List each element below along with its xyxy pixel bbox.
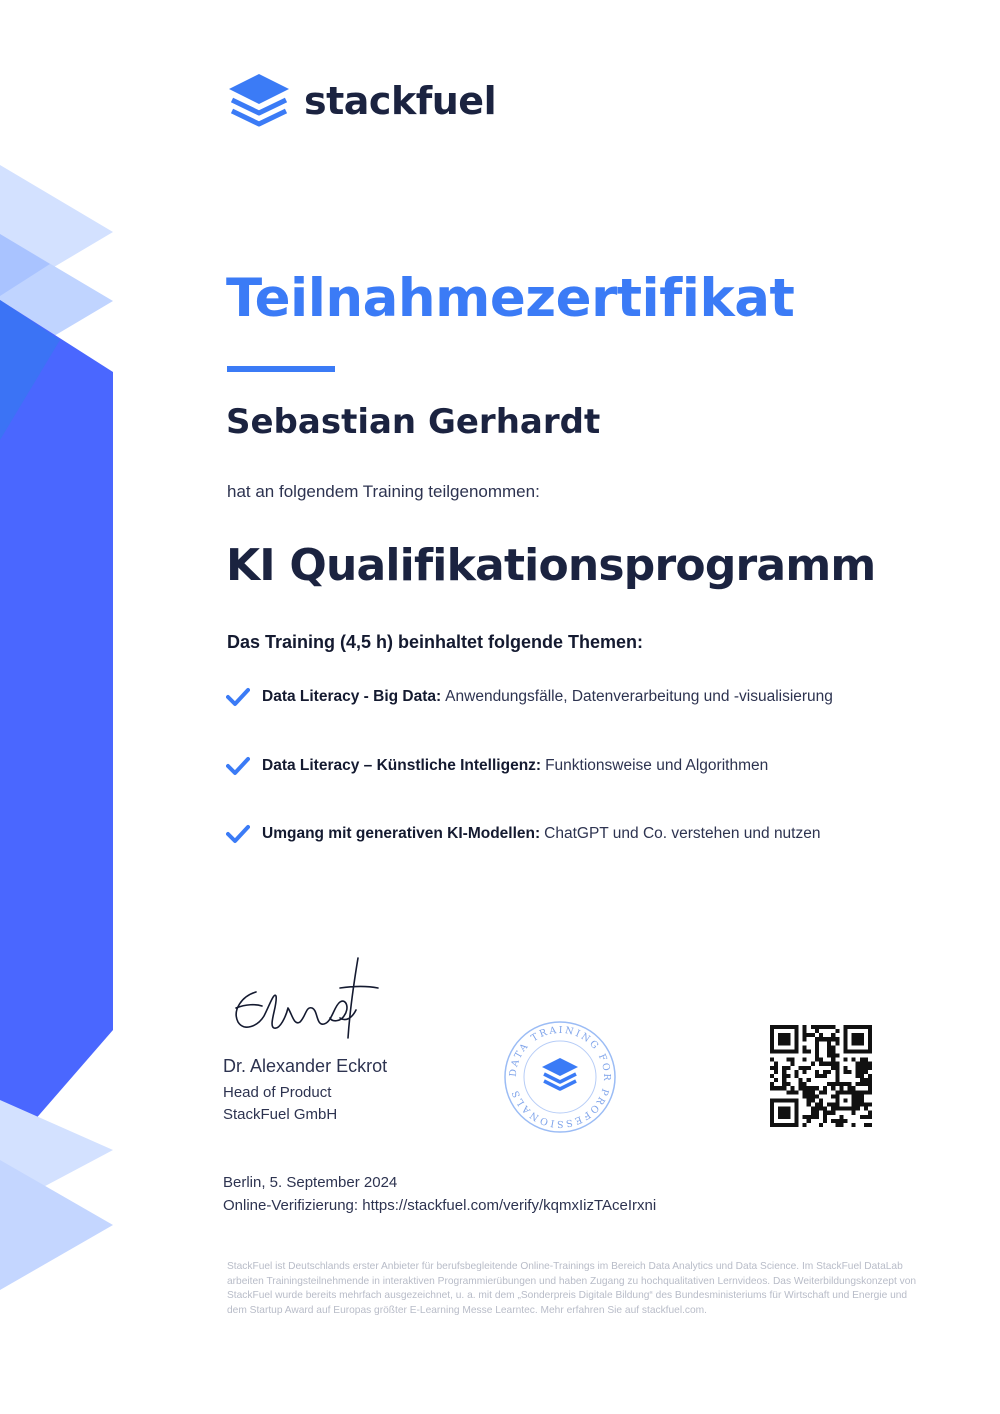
seal-text: DATA TRAINING FOR PROFESSIONALS — [507, 1024, 613, 1130]
checkmark-icon — [226, 687, 250, 707]
qr-code[interactable] — [770, 1025, 872, 1127]
quality-seal — [503, 1020, 617, 1134]
stack-layers-icon — [226, 72, 292, 130]
topic-item — [226, 756, 768, 776]
topic-label: Data Literacy – Künstliche Intelligenz: — [262, 757, 542, 774]
topic-item — [226, 687, 833, 707]
program-name: KI Qualifikationsprogramm — [226, 540, 876, 591]
checkmark-icon — [226, 824, 250, 844]
certificate-title: Teilnahmezertifikat — [226, 268, 795, 329]
signatory-name: Dr. Alexander Eckrot — [223, 1056, 388, 1076]
handwritten-signature — [222, 952, 382, 1047]
topic-description: ChatGPT und Co. verstehen und nutzen — [544, 825, 821, 842]
footer-about-text: StackFuel ist Deutschlands erster Anbieter für berufsbegleitende Online-Trainings im Bereich Data Analytics und Data Science. Im StackFuel DataLab arbeiten Trainingsteilnehmende in interaktiven Programmierübungen und haben Zugang zu hochqualitativen Lernvideos. Das Weiterbildungskonzept von StackFuel wurde bereits mehrfach ausgezeichnet, u. a. mit dem „Sonderpreis Digitale Bildung“ des Bundesministeriums für Wirtschaft und Energie und dem Startup Award auf Europas größter E-Learning Messe Learntec. Mehr erfahren Sie auf stackfuel.com. — [227, 1261, 917, 1316]
place-date: Berlin, 5. September 2024 — [223, 1174, 398, 1191]
brand-wordmark: stackfuel — [304, 79, 497, 123]
topic-label: Data Literacy - Big Data: — [262, 688, 442, 705]
verification-link[interactable]: Online-Verifizierung: https://stackfuel.com/verify/kqmxIizTAceIrxni — [223, 1197, 657, 1214]
topic-description: Funktionsweise und Algorithmen — [545, 757, 769, 774]
title-underline — [227, 366, 335, 372]
brand-logo — [226, 72, 496, 130]
decorative-side-band — [0, 0, 120, 1414]
participant-name: Sebastian Gerhardt — [226, 402, 601, 442]
topics-heading: Das Training (4,5 h) beinhaltet folgende Themen: — [227, 632, 644, 652]
topic-description: Anwendungsfälle, Datenverarbeitung und -visualisierung — [445, 688, 833, 705]
signatory-company: StackFuel GmbH — [223, 1106, 338, 1123]
signatory-role: Head of Product — [223, 1084, 332, 1101]
checkmark-icon — [226, 756, 250, 776]
intro-text: hat an folgendem Training teilgenommen: — [227, 482, 540, 501]
topic-item — [226, 824, 820, 844]
topic-label: Umgang mit generativen KI-Modellen: — [262, 825, 541, 842]
seal-layers-icon — [542, 1058, 578, 1089]
